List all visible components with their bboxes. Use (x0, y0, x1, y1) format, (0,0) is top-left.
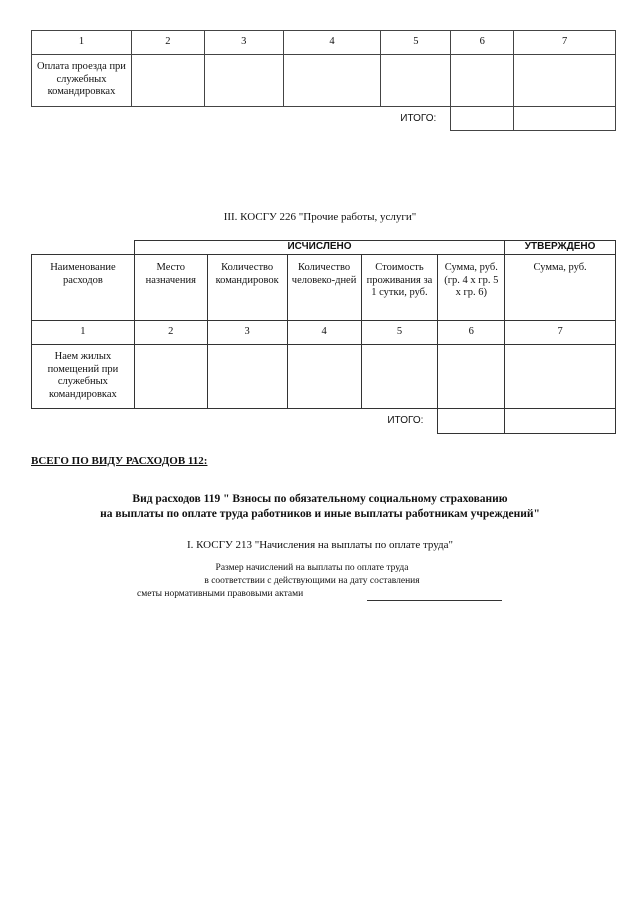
cell-empty[interactable] (283, 55, 381, 107)
cell-empty[interactable] (361, 345, 438, 409)
total-cell-6[interactable] (451, 107, 514, 131)
cell-empty[interactable] (134, 345, 207, 409)
col-number-5: 5 (361, 321, 438, 345)
total-by-type-112: ВСЕГО ПО ВИДУ РАСХОДОВ 112: (31, 455, 208, 467)
total-label: ИТОГО: (400, 112, 437, 124)
col-number-3: 3 (207, 321, 287, 345)
accrual-note-line3: сметы нормативными правовыми актами (137, 589, 304, 599)
header-person-days: Количество человеко-дней (287, 255, 361, 321)
col-number-4: 4 (287, 321, 361, 345)
cell-empty[interactable] (207, 345, 287, 409)
cell-empty[interactable] (131, 55, 204, 107)
section-3-title: III. КОСГУ 226 "Прочие работы, услуги" (223, 211, 417, 223)
row-label-travel-fare: Оплата проезда при служебных командировках (32, 55, 132, 107)
cell-empty[interactable] (381, 55, 451, 107)
section-1-213-title: I. КОСГУ 213 "Начисления на выплаты по оплате труда" (186, 539, 454, 551)
col-number-7: 7 (505, 321, 616, 345)
col-number-3: 3 (204, 31, 283, 55)
col-number-2: 2 (131, 31, 204, 55)
total-label: ИТОГО: (387, 415, 424, 426)
housing-rent-table (31, 240, 616, 434)
col-number-6: 6 (438, 321, 505, 345)
col-number-1: 1 (32, 31, 132, 55)
cell-empty[interactable] (451, 55, 514, 107)
header-destination: Место назначения (134, 255, 207, 321)
col-number-4: 4 (283, 31, 381, 55)
group-header-calculated: ИСЧИСЛЕНО (134, 241, 504, 255)
cell-empty[interactable] (287, 345, 361, 409)
group-header-approved: УТВЕРЖДЕНО (505, 241, 616, 255)
col-number-6: 6 (451, 31, 514, 55)
accrual-note-line1: Размер начислений на выплаты по оплате труда (215, 563, 409, 573)
cell-empty[interactable] (204, 55, 283, 107)
header-trips-count: Количество командировок (207, 255, 287, 321)
accrual-value-blank-line[interactable] (367, 589, 502, 601)
cell-empty[interactable] (438, 345, 505, 409)
blank-corner (32, 241, 135, 255)
col-number-7: 7 (514, 31, 616, 55)
header-sum-approved: Сумма, руб. (505, 255, 616, 321)
col-number-5: 5 (381, 31, 451, 55)
total-cell-7[interactable] (505, 409, 616, 434)
total-cell-6[interactable] (438, 409, 505, 434)
accrual-note-line2: в соответствии с действующими на дату составления (204, 576, 420, 586)
header-daily-cost: Стоимость проживания за 1 сутки, руб. (361, 255, 438, 321)
type-119-heading-line1: Вид расходов 119 " Взносы по обязательному социальному страхованию (132, 493, 508, 505)
col-number-2: 2 (134, 321, 207, 345)
row-label-housing-rent: Наем жилых помещений при служебных командировках (32, 345, 135, 409)
cell-empty[interactable] (514, 55, 616, 107)
header-sum-calculated: Сумма, руб. (гр. 4 х гр. 5 х гр. 6) (438, 255, 505, 321)
header-expense-name: Наименование расходов (32, 255, 135, 321)
type-119-heading-line2: на выплаты по оплате труда работников и иные выплаты работникам учреждений" (100, 508, 540, 520)
cell-empty[interactable] (505, 345, 616, 409)
total-cell-7[interactable] (514, 107, 616, 131)
travel-fare-table (31, 30, 616, 131)
col-number-1: 1 (32, 321, 135, 345)
